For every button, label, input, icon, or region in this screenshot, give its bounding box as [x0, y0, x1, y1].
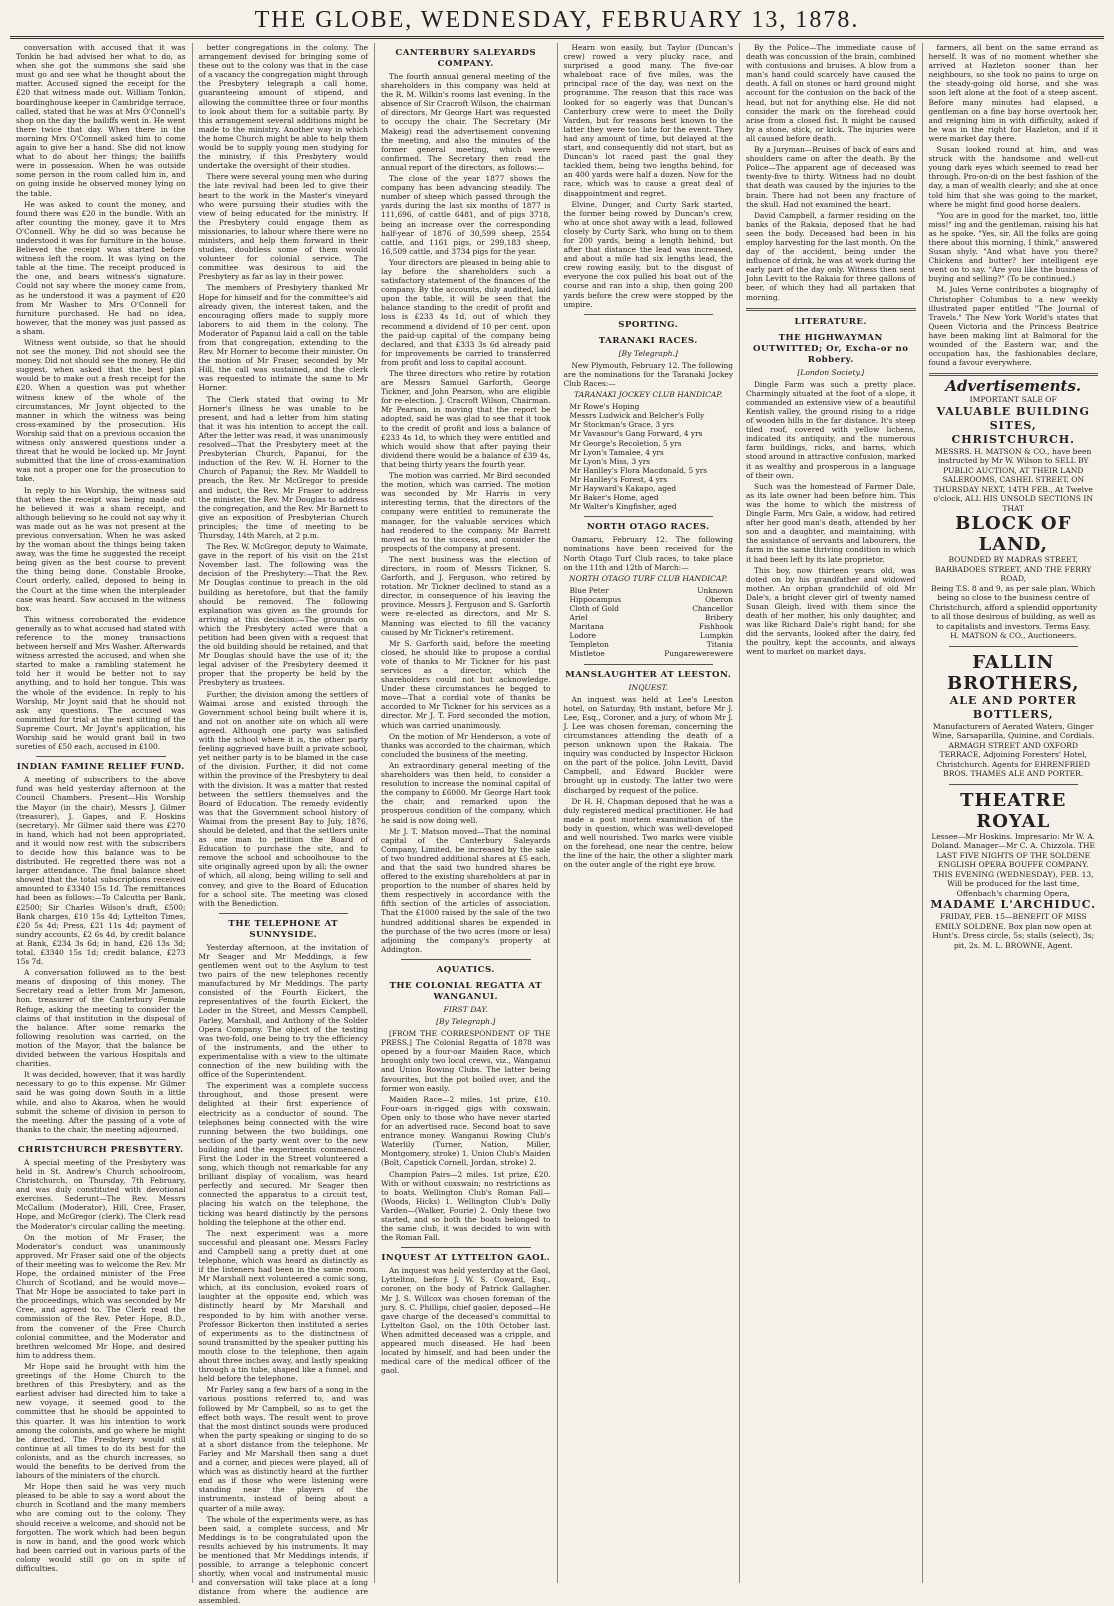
- divider: [36, 1139, 166, 1140]
- article-text: The next business was the election of directors, in room of Messrs Tickner, S. Garforth, and J. Ferguson, who retired by rotation. Mr Tickner declined to stand as a director, in consequence of his leaving the province. Messrs J. Ferguson and S. Garforth were re-elected as directors, and Mr S. Manning was elected to fill the vacancy caused by Mr Tickner's retirement.: [381, 554, 551, 637]
- list-item: Mr George's Recoletion, 5 yrs: [569, 438, 682, 448]
- article-text: The next experiment was a more successful and pleasant one. Messrs Farley and Campbell sang a pretty duet at one telephone, which was heard as distinctly as if the listeners had been in the same room. Mr Marshall next volunteered a comic song, which, at its conclusion, evoked roars of laughter at the opposite end, which was distinctly heard by Mr Marshall and responded to by him with another verse. Professor Bickerton then instituted a series of experiments as to the distinctness of sound transmitted by the speaker putting his mouth close to the telephone, then again about three inches away, and lastly speaking through a tin tube, shaped like a funnel, and held before the telephone.: [198, 1228, 368, 1384]
- headline-sporting: SPORTING.: [618, 319, 679, 330]
- article-text: By the Police—The immediate cause of death was concussion of the brain, combined with contusions and bruises. A blow from a man's hand could scarcely have caused the death. A fall on stones or hard ground might account for the contusion on the back of the head, but not for anything else. He did not consider the mark on the forehead could arise from a closed fist. It might be caused by a stone, stick, or kick. The injuries were all caused before death.: [746, 43, 916, 143]
- list-item: Mr Vavasour's Gang Forward, 4 yrs: [569, 429, 703, 439]
- article-text: Further, the division among the settlers of Waimai arose and existed through the Government school being built where it is, and not on another site on which all were agreed. Although one party was satisfied with the school where it is, the other party feeling aggrieved have built a private school, yet neither party is to be blamed in the case of the division. Further, it did not come within the province of the Presbytery to deal with the division. It was a matter that rested between the settlers themselves and the Board of Education. The remedy evidently was that the Government school history of Waimai from the present Bay to July, 1876, should be deleted, and that the settlers unite as one man to petition the Board of Education to purchase the site, and to remove the school and schoolhouse to the site originally agreed upon by all; the owner of which, all along, being willing to sell and convey, and give to the Board of Education for a school site. The meeting was closed with the Benediction.: [198, 689, 368, 908]
- subhead-telegraph: [By Telegraph.]: [618, 348, 678, 358]
- article-text: There were several young men who during the late revival had been led to give their heart to the work in the Master's vineyard who were pursuing their studies with the view of being educated for the ministry. If the Presbytery could engage them as missionaries, to labour where there were no ministers, and help them forward in their studies, doubtless some of them would volunteer for colonial service. The committee was desirous to aid the Presbytery as far as lay in their power.: [198, 172, 368, 282]
- divider: [584, 664, 714, 665]
- article-text: Mr Hope then said he was very much pleased to be able to say a word about the church in Scotland and the many members who are coming out to the colony. They should receive a welcome, and should not be forgotten. The work which had been begun is now in hand, and the good work which had been carried out in various parts of the colony would still go on in spite of difficulties.: [16, 1482, 186, 1573]
- article-text: An inquest was held yesterday at the Gaol, Lyttelton, before J. W. S. Coward, Esq., coroner, on the body of Patrick Gallagher. Mr J. S. Willcox was chosen foreman of the jury. S. C. Phillips, chief gaoler, deposed—He gave charge of the deceased's committal to Lyttelton Gaol, on the 10th October last. When admitted deceased was a cripple, and appeared much diseased. He had been located by himself, and had been under the medical care of the medical officer of the gaol.: [381, 1266, 551, 1376]
- ad-opera-title: MADAME L'ARCHIDUC.: [930, 898, 1097, 912]
- advert-fallin-brothers: [929, 652, 1099, 779]
- article-text: An inquest was held at Lee's Leeston hotel, on Saturday, 9th instant, before Mr J. Lee, Esq., Coroner, and a jury, of whom Mr J. J. Lee was chosen foreman, concerning the circumstances attending the death of a person unknown upon the Rakaia. The inquiry was conducted by Inspector Hickson on the part of the police. John Levitt, David Campbell, and Edward Buckler were brought up in custody. The latter two were discharged by request of the police.: [563, 694, 733, 795]
- list-item: Mr Baker's Home, aged: [569, 493, 659, 503]
- article-text: Dr H. H. Chapman deposed that he was a duly registered medical practitioner. He had made a post mortem examination of the body in question, which was well-developed and well nourished. Two marks were visible on the forehead, one near the centre, below the line of the hair, the other a slighter mark on the outer angle of the right eye brow.: [563, 796, 733, 870]
- article-text: The whole of the experiments were, as has been said, a complete success, and Mr Meddings is to be congratulated upon the results achieved by his instruments. It may be mentioned that Mr Meddings intends, if possible, to arrange a telephonic concert shortly, when vocal and instrumental music and conversation will take place at a long distance from where the audience are assembled.: [198, 1514, 368, 1606]
- list-row: [570, 613, 734, 622]
- headline-saleyards: CANTERBURY SALEYARDS COMPANY.: [395, 48, 537, 69]
- article-text: In reply to his Worship, the witness said that when the receipt was being made out he believed it was a sham receipt, and although believing so he could not say why it was made out as he was not present at the previous conversation. When he was asked by the woman about the things being taken away, was the time he suggested the receipt being given as the best course to prevent the thing being done. Constable Brooke, Court orderly, called, deposed to being in the Court at the time when the interpleader case was heard. Saw accused in the witness box.: [16, 485, 186, 613]
- ad-title: VALUABLE BUILDING SITES,: [936, 404, 1090, 432]
- column-3: [375, 43, 558, 1583]
- masthead-title: THE GLOBE, WEDNESDAY, FEBRUARY 13, 1878.: [10, 6, 1104, 39]
- divider: [36, 756, 166, 757]
- article-text: Hearn won easily, but Taylor (Duncan's crew) rowed a very plucky race, and surprised a good many. The five-oar whaleboat race of five miles, was the principal race of the day, was next on the programme. The reason that this race was looked for so eagerly was that Duncan's Canterbury crew were to meet the Dolly Varden, but for reasons best known to the latter they were too late for the event. They had any amount of time, but delayed at the start, and consequently did not start, but as Duncan's lot raced past the goal they tackled them, being two lengths behind, for an 400 yards were half a dozen. Now for the race, which was to cause a great deal of disappointment and regret.: [563, 43, 733, 198]
- list-title: NORTH OTAGO TURF CLUB HANDICAP.: [569, 573, 728, 583]
- ad-signature: H. MATSON & CO., Auctioneers.: [950, 631, 1077, 641]
- article-text: It was decided, however, that it was hardly necessary to go to this expense. Mr Gilmer said he was going down South in a little while, and also to Akaroa, when he would submit the scheme of division in person to the meeting. After the passing of a vote of thanks to the chair, the meeting adjourned.: [16, 1070, 186, 1134]
- nominations-list: [570, 402, 734, 511]
- article-text: Yesterday afternoon, at the invitation of Mr Seager and Mr Meddings, a few gentlemen went out to the Asylum to test two pairs of the new telephones recently manufactured by Mr Meddings. The party consisted of the Fourth Eickert, the representatives of the fourth Eickert, the Loder in the Street, and Messrs Campbell, Farley, Marshall, and Anthony of the Solder Opera Company. The object of the testing was two-fold, one being to try the efficiency of the instruments, and the other to experimentalise with a view to the ultimate connection of the new building with the office of the Superintendent.: [198, 942, 368, 1080]
- list-title: TARANAKI JOCKEY CLUB HANDICAP.: [574, 390, 723, 400]
- list-item: Lumpkin: [699, 631, 733, 641]
- article-text: The experiment was a complete success throughout, and those present were delighted at their first experience of electricity as a conductor of sound. The telephones being connected with the wire running between the two buildings, one section of the party went over to the new building and the experiments commenced. First the Loder in the Street volunteered a song, which though not remarkable for any brilliant display of vocalism, was heard perfectly and secured. Mr Seager then connected the apparatus to a circuit test, placing his watch on the telephone, the ticking was heard distinctly by the persons holding the telephone at the other end.: [198, 1081, 368, 1227]
- headline-manslaughter: MANSLAUGHTER AT LEESTON.: [565, 669, 732, 680]
- article-text: An extraordinary general meeting of the shareholders was then held, to consider a resolution to increase the nominal capital of the company to £6000. Mr George Hart took the chair, and remarked upon the prosperous condition of the company, which he said is now doing well.: [381, 760, 551, 825]
- divider: [929, 373, 1099, 376]
- list-row: [570, 586, 734, 595]
- list-item: Lodore: [569, 631, 596, 641]
- article-text: better congregations in the colony. The arrangement devised for bringing some of these out to the colony was that in the case of a vacancy the congregation might through the Presbytery telegraph a call home, guaranteeing amount of stipend, and allowing the committee three or four months to look about them for a suitable party. By this arrangement several additions might be made to the ministry. Another way in which the home Church might be able to help them would be to supply young men studying for the ministry, if this Presbytery would undertake the oversight of their studies.: [198, 43, 368, 171]
- ad-bounded: BOUNDED BY MADRAS STREET, BARBADOES STREET, AND THE FERRY ROAD,: [935, 555, 1092, 584]
- advert-theatre-royal: [929, 790, 1099, 951]
- list-item: Unknown: [697, 585, 733, 595]
- list-item: Oberon: [705, 594, 733, 604]
- list-item: Hippocampus: [569, 594, 622, 604]
- list-item: Mr Rowe's Hoping: [569, 402, 640, 412]
- article-text: Such was the homestead of Farmer Dale, as its late owner had been before him. This was the home to which the mistress of Dingle Farm, Mrs Gale, a widow, had retired after her good man's death, attended by her son and a daughter, and maintaining, with the assistance of servants and labourers, the farm in the same thriving condition in which it had been left by its late proprietor.: [746, 481, 916, 564]
- article-text: A meeting of subscribers to the above fund was held yesterday afternoon at the Council Chambers. Present—His Worship the Mayor (in the chair), Messrs J. Gilmer (treasurer), J. Gapes, and F. Hoskins (secretary). Mr Gilmer said there was £270 in hand, which had not been appropriated, and it would now rest with the subscribers to decide how this balance was to be distributed. He regretted there was not a larger attendance. The final balance sheet showed that the total subscriptions received amounted to £3340 15s 1d. The remittances had been as follows:—To Calcutta per Bank, £2500; Sir Charles Wilson's draft, £500; Bank charges, £10 15s 4d; Lyttelton Times, £20 5s 4d; Press, £21 11s 4d; payment of sundry accounts, £2 6s 4d, by credit balance at Bank, £234 3s 6d; in hand, £26 13s 3d; total, £3340 15s 1d; credit balance, £273 15s 7d.: [16, 775, 186, 967]
- headline-aquatics: AQUATICS.: [436, 964, 495, 975]
- list-item: Ariel: [569, 613, 588, 623]
- ad-subtitle: ALE AND PORTER BOTTLERS,: [949, 693, 1077, 721]
- list-item: Mistletoe: [569, 649, 605, 659]
- article-text: Champion Pairs—2 miles. 1st prize, £20. With or without coxswain; no restrictions as to boats. Wellington Club's Roman Fall—(Woods, Hicks) 1. Wellington Club's Dolly Varden—(Walker, Fourie) 2. Only these two started, and so both the boats belonged to the same club, it was decided to win with the Roman Fall.: [381, 1169, 551, 1243]
- article-text: Mr Hope said he brought with him the greetings of the Home Church to the brethren of this Presbytery, and as the earliest adviser had directed him to take a new voyage, it seemed good to the committee that he should be appointed to this quarter. It was his intention to work among the colonists, and go where he might be directed. The Presbytery would still continue at all times to do its best for the colonists, and as the church increases, so would the benefits to be derived from the labours of the ministers of the church.: [16, 1361, 186, 1481]
- list-item: Titania: [706, 640, 733, 650]
- ad-city: CHRISTCHURCH.: [951, 432, 1075, 446]
- list-row: [570, 649, 734, 658]
- article-text: Dingle Farm was such a pretty place. Charmingly situated at the foot of a slope, it commanded an extensive view of a beautiful Kentish valley, the ground rising to a ridge of wooden hills in the far distance. It's steep tiled roof, covered with yellow lichens, indicated its antiquity, and the numerous farm buildings, ricks, and barns, which stood around in attractive confusion, marked it as wealthy and prosperous in a language of their own.: [746, 379, 916, 480]
- article-text: This witness corroborated the evidence generally as to what accused had stated with reference to the money transactions between herself and Mrs Washer. Afterwards witness arrested the accused, and when she started to make a rambling statement he told her it would be better not to say anything, and to hold her tongue. This was the whole of the evidence. In reply to his Worship, Mr Joynt said that he should not ask any questions. The accused was committed for trial at the next sitting of the Supreme Court. Mr Joynt's application, his Worship said he would grant bail in two sureties of £50 each, accused in £100.: [16, 614, 186, 752]
- article-text: Your directors are pleased in being able to lay before the shareholders such a satisfactory statement of the finances of the company. By the accounts, duly audited, laid upon the table, it will be seen that the balance standing to the credit of profit and loss is £233 4s 1d, out of which they recommend a dividend of 10 per cent. upon the paid-up capital of the company being declared, and that £333 3s 6d already paid for improvements be carried to transferred from profit and loss to capital account.: [381, 257, 551, 367]
- list-item: Mr Walter's Kingfisher, aged: [569, 502, 677, 512]
- list-item: Maritana: [569, 622, 604, 632]
- list-row: [570, 631, 734, 640]
- article-text: A special meeting of the Presbytery was held in St. Andrew's Church schoolroom, Christchurch, on Thursday, 7th February, and was duly constituted with devotional exercises. Sederunt—The Rev. Messrs McCallum (Moderator), Hill, Cree, Fraser, Hope, and McGregor (clerk). The Clerk read the Moderator's circular calling the meeting.: [16, 1157, 186, 1231]
- article-text: Mr J. T. Matson moved—That the nominal capital of the Canterbury Saleyards Company, Limited, be increased by the sale of two hundred additional shares at £5 each, and that the said two hundred shares be offered to the existing shareholders at par in proportion to the number of shares held by them respectively in accordance with the fifth section of the articles of association. That the £1000 raised by the sale of the two hundred additional shares be expended in the purchase of the two acres (more or less) adjoining the company's property at Addington.: [381, 826, 551, 954]
- article-text: By a Juryman—Bruises of back of ears and shoulders came on after the death. By the Police—The apparent age of deceased was twenty-five to thirty. Witness had no doubt that death was caused by the injuries to the brain. There had not been any fracture of the skull. Had not examined the heart.: [746, 145, 916, 209]
- list-row: [570, 604, 734, 613]
- article-text: farmers, all bent on the same errand as herself. It was of no moment whether she arrived at Hazleton sooner than her neighbours, so she took no pains to urge on the steady-going old horse, and she was soon left alone at the foot of a steep ascent. Before many minutes had elapsed, a gentleman on a fine bay horse overtook her, and reigning him in with difficulty, asked if he was in the right for Hazleton, and if it were market day there.: [928, 43, 1098, 143]
- column-6: [923, 43, 1105, 1583]
- list-item: Mr Hanlley's Flora Macdonald, 5 yrs: [569, 465, 708, 475]
- headline-telephone: THE TELEPHONE AT SUNNYSIDE.: [228, 918, 339, 940]
- article-text: This boy, now thirteen years old, was doted on by his grandfather and widowed mother. An orphan grandchild of old Mr Dale's, a bright clever girl of twenty named Susan Gleigh, lived with them since the death of her mother, his only daughter, and was like Richard Dale's right hand; for she did the servants, looked after the dairy, fed the poultry, kept the accounts, and always went to market on market days.: [746, 565, 916, 657]
- article-text: On the motion of Mr Fraser, the Moderator's conduct was unanimously approved. Mr Fraser said one of the objects of their meeting was to welcome the Rev. Mr Hope, the ordained minister of the Free Church of Scotland, and he would move—That Mr Hope be associated to take part in the proceedings, which was seconded by Mr Cree, and agreed to. The Clerk read the commission of the Rev. Peter Hope, B.D., from the convener of the Free Church colonial committee, and the Moderator and brethren welcomed Mr Hope, and desired him to address them.: [16, 1232, 186, 1360]
- list-item: Pungarewerewere: [664, 649, 733, 659]
- article-text: Witness went outside, so that he should not see the money. Did not should see the money. Did not should see the money. He did suggest, when asked that the best plan would be to make out a fresh receipt for the £20. When a question was put whether witness knew of the whole of the circumstances, Mr Joynt objected to the manner in which the witness was being cross-examined by the prosecution. His Worship said that on a previous occasion the witness only answered questions under a threat that he would be locked up. Mr Joynt submitted that the line of cross-examination was not a proper one for the prosecution to take.: [16, 338, 186, 484]
- article-text: On the motion of Mr Henderson, a vote of thanks was accorded to the chairman, which concluded the business of the meeting.: [381, 731, 551, 759]
- ad-block-title: BLOCK OF LAND,: [955, 513, 1072, 556]
- headline-regatta: THE COLONIAL REGATTA AT WANGANUI.: [389, 980, 542, 1002]
- article-text: A conversation followed as to the best means of disposing of this money. The Secretary read a letter from Mr Jameson, hon. treasurer of the Canterbury Female Refuge, asking the meeting to consider the claims of that institution in the disposal of the balance. After some remarks the following resolution was carried, on the motion of the Mayor, that the balance be divided between the various Hospitals and charities.: [16, 968, 186, 1069]
- list-item: Mr Hanlley's Forest, 4 yrs: [569, 474, 668, 484]
- article-text: [FROM THE CORRESPONDENT OF THE PRESS.] The Colonial Regatta of 1878 was opened by a four-oar Maiden Race, which brought only two local crews, viz., Wanganui and Union Rowing Clubs. The latter being favourites, but the pot boiled over, and the former won easily.: [381, 1029, 551, 1093]
- divider: [584, 516, 714, 517]
- headline-taranaki: TARANAKI RACES.: [598, 335, 698, 346]
- ad-body: Manufacturers of Aerated Waters, Ginger Wine, Sarsaparilla, Quinine, and Cordials. ARMAGH STREET AND OXFORD TERRACE, Adjoining Foresters' Hotel, Christchurch. Agents for EHRENFRIED BROS. THAMES ALE AND PORTER.: [932, 721, 1095, 779]
- list-item: Chancellor: [692, 603, 733, 613]
- column-2: [193, 43, 376, 1606]
- list-item: Mr Hayward's Kakapo, aged: [569, 484, 677, 494]
- article-text: Oamaru, February 12. The following nominations have been received for the North Otago Turf Club races, to take place on the 11th and 12th of March:—: [563, 535, 733, 572]
- article-text: The motion was carried. Mr Bird seconded the motion, which was carried. The motion was seconded by Mr Harris in very interesting terms, that the directors of the company were entitled to remunerate the manager, for the valuable services which had rendered to the company. Mr Barrett moved as to the success, and consider the prospects of the company at present.: [381, 471, 551, 553]
- subhead-telegraph: [By Telegraph.]: [436, 1017, 496, 1026]
- article-text: New Plymouth, February 12. The following are the nominations for the Taranaki Jockey Club Races:—: [563, 360, 733, 388]
- list-item: Messrs Ludwick and Belcher's Folly: [569, 411, 705, 421]
- list-item: Templeton: [569, 640, 609, 650]
- article-text: Maiden Race—2 miles. 1st prize, £10. Four-oars in-rigged gigs with coxswain. Open only to those who have never started for an advertised race. Second boat to save entrance money. Wanganui Rowing Club's Waterlily (Turner, Nation, Miller, Montgomery, stroke) 1. Union Club's Maiden (Bolt, Capstick Cornell, Jordan, stroke) 2.: [381, 1094, 551, 1168]
- divider: [746, 308, 916, 311]
- horse-list: [570, 586, 734, 659]
- article-text: The Clerk stated that owing to Mr Horner's illness he was unable to be present, and had a letter from him stating that it was his intention to accept the call. After the letter was read, it was unanimously resolved—That the Presbytery meet at the Presbyterian Church, Papanui, for the induction of the Rev. W. H. Horner to the Church of Papanui; the Rev. Mr Waddell to preach, the Rev. Mr McGregor to preside and induct, the Rev. Mr Fraser to address the minister, the Rev. Mr Douglas to address the congregation, and the Rev. Mr Barnett to give an exposition of Presbyterian Church principles; the time of meeting to be Thursday, 14th March, at 2 p.m.: [198, 394, 368, 540]
- article-text: M. Jules Verne contributes a biography of Christopher Columbus to a new weekly illustrated paper entitled "The Journal of Travels." The New York World's states that Queen Victoria and the Princess Beatrice have been making lint at Balmoral for the wounded of the Eastern war, and the occupation has, the fashionables declare, found a favour everywhere.: [928, 285, 1098, 368]
- ad-body: Lessee—Mr Hoskins. Impresario: Mr W. A. Doland. Manager—Mr C. A. Chizzola. THE LAST FIVE NIGHTS OF THE SOLDENE ENGLISH OPERA BOUFFE COMPANY. THIS EVENING (WEDNESDAY), FEB. 13, Will be produced for the last time, Offenbach's charming Opera,: [931, 831, 1096, 898]
- ad-footer: FRIDAY, FEB. 15—BENEFIT OF MISS EMILY SOLDENE. Box plan now open at Hunt's. Dress circle, 5s; stalls (select), 3s; pit, 2s. M. L. BROWNE, Agent.: [932, 912, 1095, 950]
- ad-pre: IMPORTANT SALE OF: [969, 395, 1057, 405]
- divider: [949, 784, 1079, 785]
- article-text: conversation with accused that it was Tonkin he had advised her what to do, as when she got the summons she said she must go and see what he thought about the matter. Accused signed the receipt for the £20 that witness made out. William Tonkin, boardinghouse keeper in Cambridge terrace, called, stated that he was at Mrs O'Connell's shop on the day the bailiffs went in. He went there twice that day. When there in the morning Mrs O'Connell asked him to come again to give her a hand. She did not know what to do about her things; the bailiffs were in possession. When he was outside some person in the room called him in, and on going inside he observed money lying on the table.: [16, 43, 186, 198]
- divider: [949, 646, 1079, 647]
- article-text: Mr Farley sang a few bars of a song in the various positions referred to, and was followed by Mr Campbell, so as to get the effect both ways. The result went to prove that the most distinct sounds were produced when the party speaking or singing to do so at a short distance from the telephone. Mr Farley and Mr Marshall then sang a duet and a corner, and pieces were played, all of which was as distinctly heard at the further end as if those who were listening were standing near the players of the instruments, instead of being about a quarter of a mile away.: [198, 1385, 368, 1513]
- article-text: The fourth annual general meeting of the shareholders in this company was held at the R. M. Wilkin's rooms last evening. In the absence of Sir Cracroft Wilson, the chairman of directors, Mr George Hart was requested to occupy the chair. The Secretary (Mr Makeig) read the advertisement convening the meeting, and also the minutes of the former general meeting, which were confirmed. The Secretary then read the annual report of the directors, as follows:—: [381, 72, 551, 172]
- headline-literature: LITERATURE.: [794, 316, 867, 327]
- ad-body: MESSRS. H. MATSON & CO., have been instructed by Mr W. Wilson to SELL BY PUBLIC AUCTION, AT THEIR LAND SALEROOMS, CASHEL STREET, ON THURSDAY NEXT, 14TH FEB., At Twelve o'clock, ALL HIS UNSOLD SECTIONS IN THAT: [933, 446, 1094, 513]
- list-item: Mr Lyon's Tamalee, 4 yrs: [569, 447, 664, 457]
- article-text: David Campbell, a farmer residing on the banks of the Rakaia, deposed that he had seen the body. Deceased had been in his employ harvesting for the last month. On the day of the accident, being under the influence of drink, he was at work during the early part of the day only. Witness then sent John Levitt to the Rakaia for three gallons of beer, of which they had all partaken that morning.: [746, 210, 916, 302]
- column-5: [740, 43, 923, 1583]
- ad-terms: Being T.S. 8 and 9, as per sale plan. Which being so close to the business centre of Christchurch, afford a splendid opportunity to all those desirous of building, as well as to capitalists and investors. Terms Easy.: [929, 583, 1098, 631]
- list-row: [570, 622, 734, 631]
- columns: [10, 43, 1104, 1606]
- list-row: [570, 640, 734, 649]
- column-4: [558, 43, 741, 1583]
- article-text: The members of Presbytery thanked Mr Hope for himself and for the committee's aid already given, the interest taken, and the encouraging offers made to supply more laborers to aid them in the colony. The Moderator of Papanui laid a call on the table from that congregation, extending to the Rev. Mr Horner to become their minister. On the motion of Mr Fraser, seconded by Mr Hill, the call was sustained, and the clerk was requested to intimate the same to Mr Horner.: [198, 283, 368, 393]
- advertisements-heading: Advertisements.: [945, 377, 1082, 396]
- advert-building-sites: [929, 395, 1099, 641]
- headline-presbytery: CHRISTCHURCH PRESBYTERY.: [17, 1144, 184, 1155]
- list-item: Mr Lyon's Miss, 3 yrs: [569, 456, 651, 466]
- divider: [219, 913, 349, 914]
- divider: [401, 1247, 531, 1248]
- headline-indian-famine: INDIAN FAMINE RELIEF FUND.: [16, 762, 185, 773]
- subhead-first-day: FIRST DAY.: [443, 1004, 488, 1014]
- column-1: [10, 43, 193, 1583]
- divider: [584, 314, 714, 315]
- ad-title: THEATRE ROYAL: [960, 789, 1067, 832]
- article-text: He was asked to count the money, and found there was £20 in the bundle. With an after counting the money, gave it to Mrs O'Connell. Why he did so was because he understood it was for furniture in the house. Believed the receipt was started before witness left the room. It was lying on the table at the time. The receipt produced is the one, and bears witness's signature. Could not say where the money came from, as he understood it was a payment of £20 from Mr Washer to Mrs O'Connell for furniture purchased. He had no idea, however, that the money was just passed as a sham.: [16, 199, 186, 336]
- article-text: Susan looked round at him, and was struck with the handsome and well-cut young dark eyes which seemed to read her through. Pro-on-di on the best fashion of the day, a man of wealth clearly; and she at once told him that she was going to the market, where he might find good horse dealers.: [928, 145, 1098, 209]
- list-item: Bribery: [704, 613, 733, 623]
- article-text: The three directors who retire by rotation are Messrs Samuel Garforth, George Tickner, and John Pearson, who are eligible for re-election. J. Cracroft Wilson, Chairman. Mr Pearson, in moving that the report be adopted, said he was glad to see that it took to the credit of profit and loss a balance of £233 4s 1d, to which they were entitled and which would show that after paying their dividend there would be a balance of £39 4s, that being thirty years the fourth year.: [381, 369, 551, 469]
- headline-highwayman: THE HIGHWAYMAN OUTWITTED; Or, Excha-or no Robbery.: [752, 332, 909, 365]
- list-item: Fishhook: [698, 622, 733, 632]
- ad-title: FALLIN BROTHERS,: [946, 651, 1080, 694]
- article-text: The Rev. W. McGregor, deputy to Waimate, gave in the report of his visit on the 21st November last. The following was the decision of the Presbytery:—That the Rev. Mr Douglas continue to preach in the old building as heretofore, but that the family should be removed. The following explanation was given as the grounds for arriving at this decision:—The grounds on which the Presbytery acted were that a petition had been given with a request that the old building should be retained, and that Mr Douglas should have the use of it; the legal adviser of the Presbytery deemed it proper that the property be held by the Presbytery as trustees.: [198, 542, 368, 688]
- article-text: "You are in good for the market, too, little miss!" ing and the gentleman, raising his hat as he spoke. "Yes, sir. All the folks are going there about this morning, I think," answered Susan shyly. "And what have you there? Chickens and butter? her intelligent eye went on to say. "Are you like the business of buying and selling?" (To be continued.): [928, 210, 1098, 284]
- headline-inquest-gaol: INQUEST AT LYTTELTON GAOL.: [381, 1253, 551, 1264]
- article-text: Mr S. Garforth said, before the meeting closed, he should like to propose a cordial vote of thanks to Mr Tickner for his past services as a director, which the shareholders could not but acknowledge. Under these circumstances he begged to move—That a cordial vote of thanks be accorded to Mr Tickner for his services as a director. Mr J. T. Ford seconded the motion, which was carried unanimously.: [381, 638, 551, 730]
- divider: [401, 959, 531, 960]
- article-text: Elvine, Dunger, and Curty Sark started, the former being rowed by Duncan's crew, who at once shot away with a lead, followed closely by Curty Sark, who hung on to them for 200 yards, being a length behind, but after that distance the lead was increased, and about a mile had six lengths lead, the crew rowing easily, but to the disgust of everyone the cox pulled his boat out of the course and ran into a ship, then going 200 yards before the crew were stopped by the umpire.: [563, 199, 733, 309]
- article-text: The close of the year 1877 shows the company has been advancing steadily. The number of sheep which passed through the yards during the last six months of 1877 is 111,696, of cattle 6481, and of pigs 3718, being an increase over the corresponding half-year of 1876 of 30,599 sheep, 2554 cattle, and 1161 pigs, or 299,183 sheep, 16,509 cattle, and 3734 pigs for the year.: [381, 174, 551, 256]
- list-row: [570, 595, 734, 604]
- list-item: Mr Stockman's Grace, 3 yrs: [569, 420, 675, 430]
- list-item: Cloth of Gold: [569, 603, 620, 613]
- subhead-inquest: INQUEST.: [628, 682, 668, 692]
- subhead-source: [London Society.]: [797, 367, 865, 377]
- list-item: Blue Peter: [569, 585, 609, 595]
- headline-north-otago: NORTH OTAGO RACES.: [586, 522, 710, 533]
